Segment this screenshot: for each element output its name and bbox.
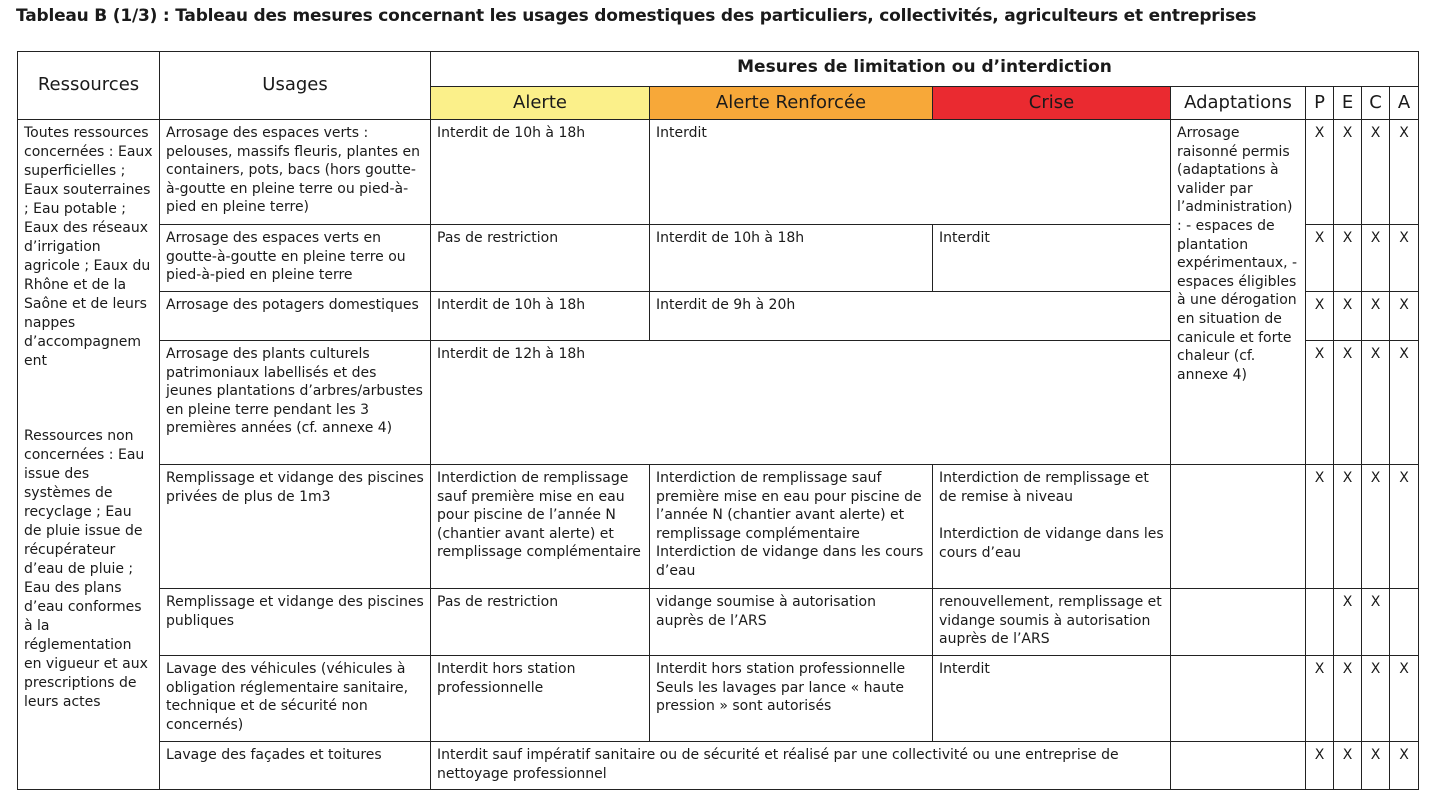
p-mark: X xyxy=(1306,742,1334,790)
header-usages: Usages xyxy=(160,52,431,120)
header-c: C xyxy=(1362,87,1390,120)
usage-cell: Lavage des véhicules (véhicules à obligation réglementaire sanitaire, technique et de sécurité non concernés) xyxy=(160,656,431,742)
header-a: A xyxy=(1390,87,1419,120)
usage-cell: Remplissage et vidange des piscines privées de plus de 1m3 xyxy=(160,465,431,589)
header-e: E xyxy=(1334,87,1362,120)
p-mark: X xyxy=(1306,465,1334,589)
c-mark: X xyxy=(1362,589,1390,656)
usage-cell: Arrosage des potagers domestiques xyxy=(160,292,431,341)
table-title: Tableau B (1/3) : Tableau des mesures concernant les usages domestiques des particuliers, collectivités, agriculteurs et entreprises xyxy=(16,6,1257,26)
c-mark: X xyxy=(1362,341,1390,465)
table-row xyxy=(18,742,1419,790)
header-ressources: Ressources xyxy=(18,52,160,120)
e-mark: X xyxy=(1334,742,1362,790)
table-row xyxy=(18,120,1419,225)
e-mark: X xyxy=(1334,465,1362,589)
e-mark: X xyxy=(1334,341,1362,465)
header-adaptations: Adaptations xyxy=(1171,87,1306,120)
a-mark: X xyxy=(1390,742,1419,790)
crise-cell: renouvellement, remplissage et vidange soumis à autorisation auprès de l’ARS xyxy=(933,589,1171,656)
alerte-cell: Interdit de 10h à 18h xyxy=(431,120,650,225)
a-mark xyxy=(1390,589,1419,656)
renforcee-crise-cell: Interdit xyxy=(650,120,1171,225)
a-mark: X xyxy=(1390,292,1419,341)
p-mark xyxy=(1306,589,1334,656)
renforcee-cell: Interdit hors station professionnelle Seuls les lavages par lance « haute pression » sont autorisés xyxy=(650,656,933,742)
p-mark: X xyxy=(1306,225,1334,292)
ressources-cell xyxy=(18,120,160,790)
c-mark: X xyxy=(1362,292,1390,341)
alerte-cell: Interdit de 10h à 18h xyxy=(431,292,650,341)
e-mark: X xyxy=(1334,292,1362,341)
ressources-non-concernees: Ressources non concernées : Eau issue des systèmes de recyclage ; Eau de pluie issue de récupérateur d’eau de pluie ; Eau des plans d’eau conformes à la réglementation en vigueur et aux prescriptions de leurs actes xyxy=(24,428,148,710)
table-row xyxy=(18,589,1419,656)
c-mark: X xyxy=(1362,656,1390,742)
usage-cell: Lavage des façades et toitures xyxy=(160,742,431,790)
e-mark: X xyxy=(1334,225,1362,292)
adaptations-cell xyxy=(1171,465,1306,589)
measures-table xyxy=(17,51,1419,790)
renforcee-cell: Interdit de 10h à 18h xyxy=(650,225,933,292)
adaptations-cell xyxy=(1171,589,1306,656)
usage-cell: Arrosage des espaces verts : pelouses, massifs fleuris, plantes en containers, pots, bacs (hors goutte-à-goutte en pleine terre ou pied-à-pied en pleine terre) xyxy=(160,120,431,225)
c-mark: X xyxy=(1362,742,1390,790)
p-mark: X xyxy=(1306,292,1334,341)
a-mark: X xyxy=(1390,465,1419,589)
renforcee-cell: vidange soumise à autorisation auprès de l’ARS xyxy=(650,589,933,656)
alerte-cell: Pas de restriction xyxy=(431,589,650,656)
crise-cell xyxy=(933,465,1171,589)
a-mark: X xyxy=(1390,341,1419,465)
crise-cell: Interdit xyxy=(933,225,1171,292)
all-levels-cell: Interdit de 12h à 18h xyxy=(431,341,1171,465)
e-mark: X xyxy=(1334,656,1362,742)
p-mark: X xyxy=(1306,656,1334,742)
e-mark: X xyxy=(1334,120,1362,225)
usage-cell: Arrosage des espaces verts en goutte-à-goutte en pleine terre ou pied-à-pied en pleine terre xyxy=(160,225,431,292)
crise-line: Interdiction de remplissage et de remise à niveau xyxy=(939,470,1149,505)
usage-cell: Arrosage des plants culturels patrimoniaux labellisés et des jeunes plantations d’arbres/arbustes en pleine terre pendant les 3 premières années (cf. annexe 4) xyxy=(160,341,431,465)
adaptations-cell: Arrosage raisonné permis (adaptations à valider par l’administration) : - espaces de plantation expérimentaux, - espaces éligibles à une dérogation en situation de canicule et forte chaleur (cf. annexe 4) xyxy=(1171,120,1306,465)
header-alerte-renforcee: Alerte Renforcée xyxy=(650,87,933,120)
a-mark: X xyxy=(1390,656,1419,742)
crise-cell: Interdit xyxy=(933,656,1171,742)
a-mark: X xyxy=(1390,225,1419,292)
p-mark: X xyxy=(1306,341,1334,465)
all-levels-cell: Interdit sauf impératif sanitaire ou de sécurité et réalisé par une collectivité ou une entreprise de nettoyage professionnel xyxy=(431,742,1171,790)
table-row xyxy=(18,465,1419,589)
usage-cell: Remplissage et vidange des piscines publiques xyxy=(160,589,431,656)
c-mark: X xyxy=(1362,225,1390,292)
renforcee-crise-cell: Interdit de 9h à 20h xyxy=(650,292,1171,341)
p-mark: X xyxy=(1306,120,1334,225)
adaptations-cell xyxy=(1171,656,1306,742)
ressources-concernees: Toutes ressources concernées : Eaux superficielles ; Eaux souterraines ; Eau potable ; Eaux des réseaux d’irrigation agricole ; Eaux du Rhône et de la Saône et de leurs nappes d’accompagnem ent xyxy=(24,125,153,369)
table-row xyxy=(18,656,1419,742)
c-mark: X xyxy=(1362,120,1390,225)
a-mark: X xyxy=(1390,120,1419,225)
header-p: P xyxy=(1306,87,1334,120)
header-crise: Crise xyxy=(933,87,1171,120)
renforcee-cell: Interdiction de remplissage sauf première mise en eau pour piscine de l’année N (chantier avant alerte) et remplissage complémentaire Interdiction de vidange dans les cours d’eau xyxy=(650,465,933,589)
header-mesures: Mesures de limitation ou d’interdiction xyxy=(431,52,1419,87)
alerte-cell: Interdit hors station professionnelle xyxy=(431,656,650,742)
adaptations-cell xyxy=(1171,742,1306,790)
header-alerte: Alerte xyxy=(431,87,650,120)
alerte-cell: Interdiction de remplissage sauf première mise en eau pour piscine de l’année N (chantier avant alerte) et remplissage complémentaire xyxy=(431,465,650,589)
alerte-cell: Pas de restriction xyxy=(431,225,650,292)
crise-line: Interdiction de vidange dans les cours d’eau xyxy=(939,526,1164,561)
c-mark: X xyxy=(1362,465,1390,589)
e-mark: X xyxy=(1334,589,1362,656)
